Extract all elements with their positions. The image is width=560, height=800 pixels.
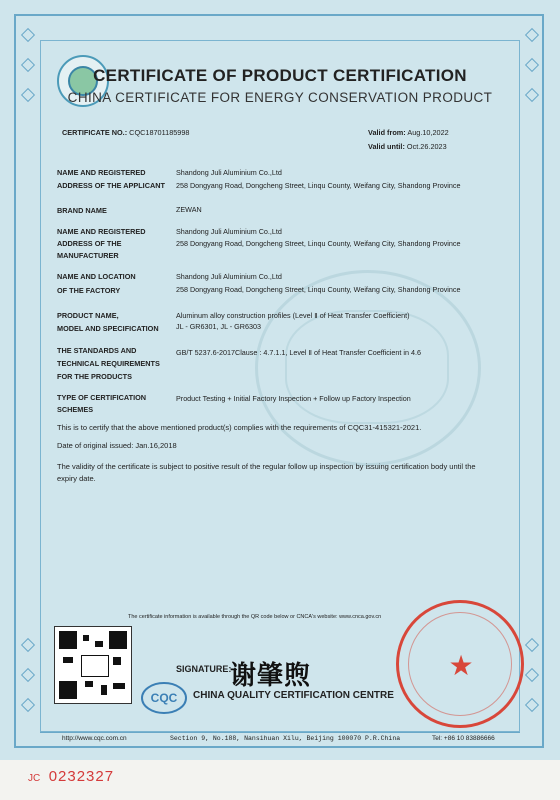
validity-line-1: The validity of the certificate is subject to positive result of the regular follow up inspection by issuing certification body until the: [57, 462, 476, 471]
manufacturer-label-2: ADDRESS OF THE: [57, 239, 122, 248]
certify-statement: This is to certify that the above mentioned product(s) complies with the requirements of CQC31-415321-2021.: [57, 423, 422, 432]
applicant-address: 258 Dongyang Road, Dongcheng Street, Linqu County, Weifang City, Shandong Province: [176, 181, 461, 190]
valid-until-value: Oct.26.2023: [406, 142, 447, 151]
left-decoration: [20, 20, 36, 740]
cqc-logo-icon: [140, 680, 188, 716]
certificate-title: CERTIFICATE OF PRODUCT CERTIFICATION: [93, 66, 467, 85]
product-line-2: JL - GR6301, JL - GR6303: [176, 322, 261, 331]
issuing-centre: CHINA QUALITY CERTIFICATION CENTRE: [193, 690, 394, 701]
cert-number: [62, 127, 190, 138]
serial-value: 0232327: [48, 768, 115, 785]
brand-label: BRAND NAME: [57, 206, 107, 215]
cqc-logo-text: CQC: [150, 691, 178, 705]
certificate-subtitle: CHINA CERTIFICATE FOR ENERGY CONSERVATION PRODUCT: [67, 90, 493, 105]
schemes-label-1: TYPE OF CERTIFICATION: [57, 393, 147, 402]
standards-label-2: TECHNICAL REQUIREMENTS: [57, 359, 160, 368]
standards-value: GB/T 5237.6-2017Clause : 4.7.1.1, Level Ⅱ of Heat Transfer Coefficient in 4.6: [176, 348, 421, 357]
footer-address: Section 9, No.188, Nansihuan Xilu, Beijing 100070 P.R.China: [170, 735, 401, 742]
applicant-label-2: ADDRESS OF THE APPLICANT: [57, 181, 165, 190]
manufacturer-name: Shandong Juli Aluminium Co.,Ltd: [176, 227, 282, 236]
standards-label-1: THE STANDARDS AND: [57, 346, 137, 355]
signature-label: SIGNATURE:: [176, 664, 232, 674]
brand-value: ZEWAN: [176, 205, 202, 214]
product-line-1: Aluminum alloy construction profiles (Level Ⅱ of Heat Transfer Coefficient): [176, 311, 410, 320]
applicant-name: Shandong Juli Aluminium Co.,Ltd: [176, 168, 282, 177]
factory-label-2: OF THE FACTORY: [57, 286, 121, 295]
signature: 谢肇煦: [230, 661, 312, 691]
footer-website[interactable]: http://www.cqc.com.cn: [62, 735, 127, 742]
manufacturer-address: 258 Dongyang Road, Dongcheng Street, Linqu County, Weifang City, Shandong Province: [176, 239, 461, 248]
factory-label-1: NAME AND LOCATION: [57, 272, 136, 281]
factory-name: Shandong Juli Aluminium Co.,Ltd: [176, 272, 282, 281]
validity-line-2: expiry date.: [57, 474, 96, 483]
seal-star-icon: ★: [448, 650, 474, 681]
cert-no-label: CERTIFICATE NO.:: [62, 128, 128, 137]
serial-prefix: JC: [28, 773, 41, 784]
product-label-1: PRODUCT NAME,: [57, 311, 119, 320]
standards-label-3: FOR THE PRODUCTS: [57, 372, 132, 381]
right-decoration: [524, 20, 540, 740]
valid-until-label: Valid until:: [368, 142, 405, 151]
manufacturer-label-3: MANUFACTURER: [57, 251, 119, 260]
schemes-label-2: SCHEMES: [57, 405, 94, 414]
serial-number: [28, 768, 114, 786]
qr-note: The certificate information is available through the QR code below or CNCA's website: www.cnca.gov.cn: [128, 614, 382, 620]
schemes-value: Product Testing + Initial Factory Inspection + Follow up Factory Inspection: [176, 394, 411, 403]
applicant-label-1: NAME AND REGISTERED: [57, 168, 146, 177]
valid-until: [368, 141, 447, 152]
manufacturer-label-1: NAME AND REGISTERED: [57, 227, 146, 236]
cqc-watermark-inner: [285, 310, 449, 424]
cert-no-value: CQC18701185998: [129, 128, 190, 137]
product-label-2: MODEL AND SPECIFICATION: [57, 324, 159, 333]
valid-from-label: Valid from:: [368, 128, 406, 137]
footer-tel: Tel: +86 10 83886666: [432, 735, 495, 742]
original-issue-date: Date of original issued: Jan.16,2018: [57, 441, 177, 450]
valid-from: [368, 127, 449, 138]
factory-address: 258 Dongyang Road, Dongcheng Street, Linqu County, Weifang City, Shandong Province: [176, 285, 461, 294]
valid-from-value: Aug.10,2022: [407, 128, 449, 137]
qr-code-icon[interactable]: [54, 626, 132, 704]
